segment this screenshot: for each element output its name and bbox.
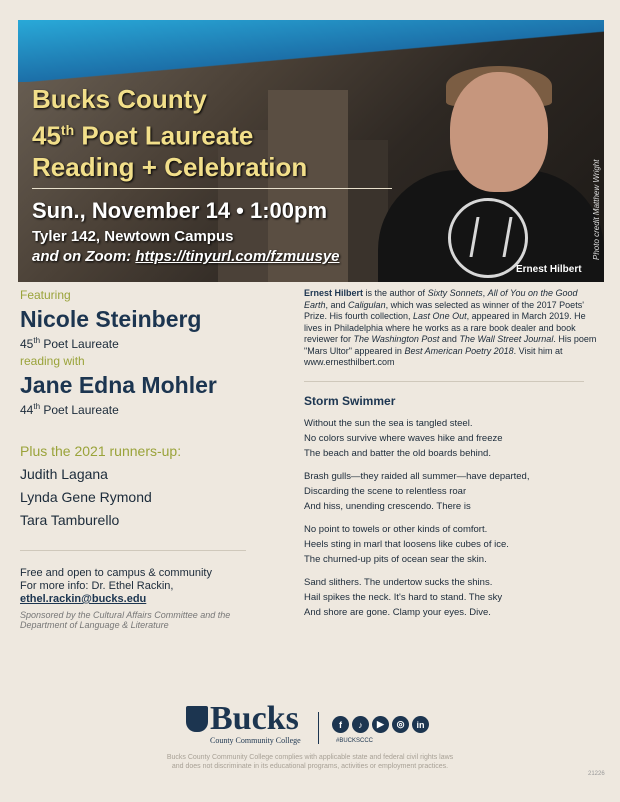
poem-line: Heels sting in marl that loosens like cubes of ice. (304, 538, 509, 550)
runner-up-name: Lynda Gene Rymond (20, 489, 152, 505)
featuring-label: Featuring (20, 288, 71, 302)
title-number: 45 (20, 337, 34, 351)
bio-text: , appeared in March 2019. He lives in Philadelphia where he works as a rare book dealer and book reviewer for (304, 311, 586, 344)
bio-name: Ernest Hilbert (304, 288, 364, 298)
title-number: 44 (20, 403, 34, 417)
poem-stanza (304, 469, 600, 514)
poem-stanza (304, 575, 600, 620)
photo-credit: Photo credit Matthew Wright (592, 159, 601, 260)
bio-text: , (482, 288, 488, 298)
title-rest: Poet Laureate (40, 337, 119, 351)
bio-publication: The Washington Post (353, 334, 440, 344)
poet-photo-head (450, 72, 548, 192)
linkedin-icon[interactable]: in (412, 716, 429, 733)
bio-text: and (439, 334, 460, 344)
runner-up-name: Tara Tamburello (20, 512, 120, 528)
poem-line: Without the sun the sea is tangled steel. (304, 417, 473, 429)
right-column (304, 288, 600, 620)
document-code: 21226 (588, 771, 605, 777)
poem-stanza (304, 522, 600, 567)
logo-wordmark: Bucks (210, 700, 299, 737)
poet-bio (304, 288, 600, 369)
hero-divider (32, 188, 392, 189)
hashtag: #BUCKSCCC (336, 738, 374, 744)
poem-line: Hail spikes the neck. It's hard to stand. The sky (304, 591, 503, 603)
left-divider (20, 550, 246, 551)
bio-text: . Visit him at www.ernesthilbert.com (304, 345, 563, 367)
title-line-3: Reading + Celebration (32, 151, 308, 182)
reading-with-label: reading with (20, 354, 85, 368)
free-line: Free and open to campus & community (20, 567, 212, 579)
bio-book: Sixty Sonnets (427, 288, 483, 298)
bio-book: Last One Out (413, 311, 467, 321)
facebook-icon[interactable]: f (332, 716, 349, 733)
poem-line: Sand slithers. The undertow sucks the shins. (304, 576, 493, 588)
legal-line: Bucks County Community College complies with applicable state and federal civil rights laws (166, 754, 454, 761)
right-divider (304, 381, 584, 382)
runner-up-name: Judith Lagana (20, 466, 108, 482)
title-line-1: Bucks County (32, 84, 207, 114)
featured-poet-title (20, 336, 260, 351)
title-rest: Poet Laureate (40, 403, 119, 417)
info-block (20, 567, 260, 606)
sponsor-text: Sponsored by the Cultural Affairs Committee and the Department of Language & Literature (20, 610, 231, 630)
zoom-prefix: and on Zoom: (32, 248, 136, 265)
title-suffix: th (33, 336, 41, 345)
bio-book: All of You on the Good Earth (304, 288, 578, 310)
poem-stanza (304, 416, 600, 461)
footer-divider (318, 712, 319, 744)
poem-line: The beach and batter the old boards behind. (304, 447, 491, 459)
title-suffix: th (33, 402, 41, 411)
poem-line: And hiss, unending crescendo. There is (304, 500, 471, 512)
poem-line: No point to towels or other kinds of comfort. (304, 523, 488, 535)
second-poet-title (20, 402, 260, 417)
title-rest: Poet Laureate (74, 120, 254, 151)
hero-banner (18, 20, 604, 282)
youtube-icon[interactable]: ▶ (372, 716, 389, 733)
college-shield-icon (186, 706, 208, 732)
zoom-link[interactable]: https://tinyurl.com/fzmuusye (135, 248, 340, 265)
second-poet-name: Jane Edna Mohler (20, 372, 217, 398)
bio-text: , which was selected as winner of the 2017 Poets' Prize. His fourth collection, (304, 299, 584, 321)
title-number: 45 (32, 120, 61, 151)
bio-text: is the author of (363, 288, 428, 298)
bio-publication: Best American Poetry 2018 (404, 345, 514, 356)
bio-text: . His poem "Mars Ultor" appeared in (304, 334, 597, 356)
poem-line: The churned-up pits of ocean sear the skin. (304, 553, 487, 565)
info-line: For more info: Dr. Ethel Rackin, (20, 580, 174, 592)
tiktok-icon[interactable]: ♪ (352, 716, 369, 733)
left-column (20, 288, 260, 630)
contact-email-link[interactable]: ethel.rackin@bucks.edu (20, 593, 147, 605)
title-suffix: th (60, 122, 75, 138)
featured-poet-name: Nicole Steinberg (20, 306, 202, 332)
poem-line: Discarding the scene to relentless roar (304, 485, 467, 497)
poem-title: Storm Swimmer (304, 393, 396, 408)
poem-line: Brash gulls—they raided all summer—have departed, (304, 470, 530, 482)
bio-text: , and (325, 299, 349, 310)
legal-line: and does not discriminate in its educational programs, activities or employment practices. (171, 763, 449, 770)
photo-caption: Ernest Hilbert (516, 264, 582, 275)
runners-up-heading: Plus the 2021 runners-up: (20, 443, 182, 459)
legal-notice (100, 753, 520, 771)
logo-subtitle: County Community College (210, 736, 301, 745)
bio-book: Caligulan (348, 299, 386, 310)
event-date: Sun., November 14 • 1:00pm (32, 198, 328, 223)
event-title (32, 84, 307, 183)
instagram-icon[interactable]: ◎ (392, 716, 409, 733)
bio-publication: The Wall Street Journal (459, 334, 554, 344)
poem-line: And shore are gone. Clamp your eyes. Dive. (304, 606, 491, 618)
event-location: Tyler 142, Newtown Campus (32, 228, 234, 245)
social-links (332, 716, 429, 733)
title-line-2 (32, 115, 307, 152)
zoom-line (32, 248, 340, 265)
poem-line: No colors survive where waves hike and freeze (304, 432, 503, 444)
